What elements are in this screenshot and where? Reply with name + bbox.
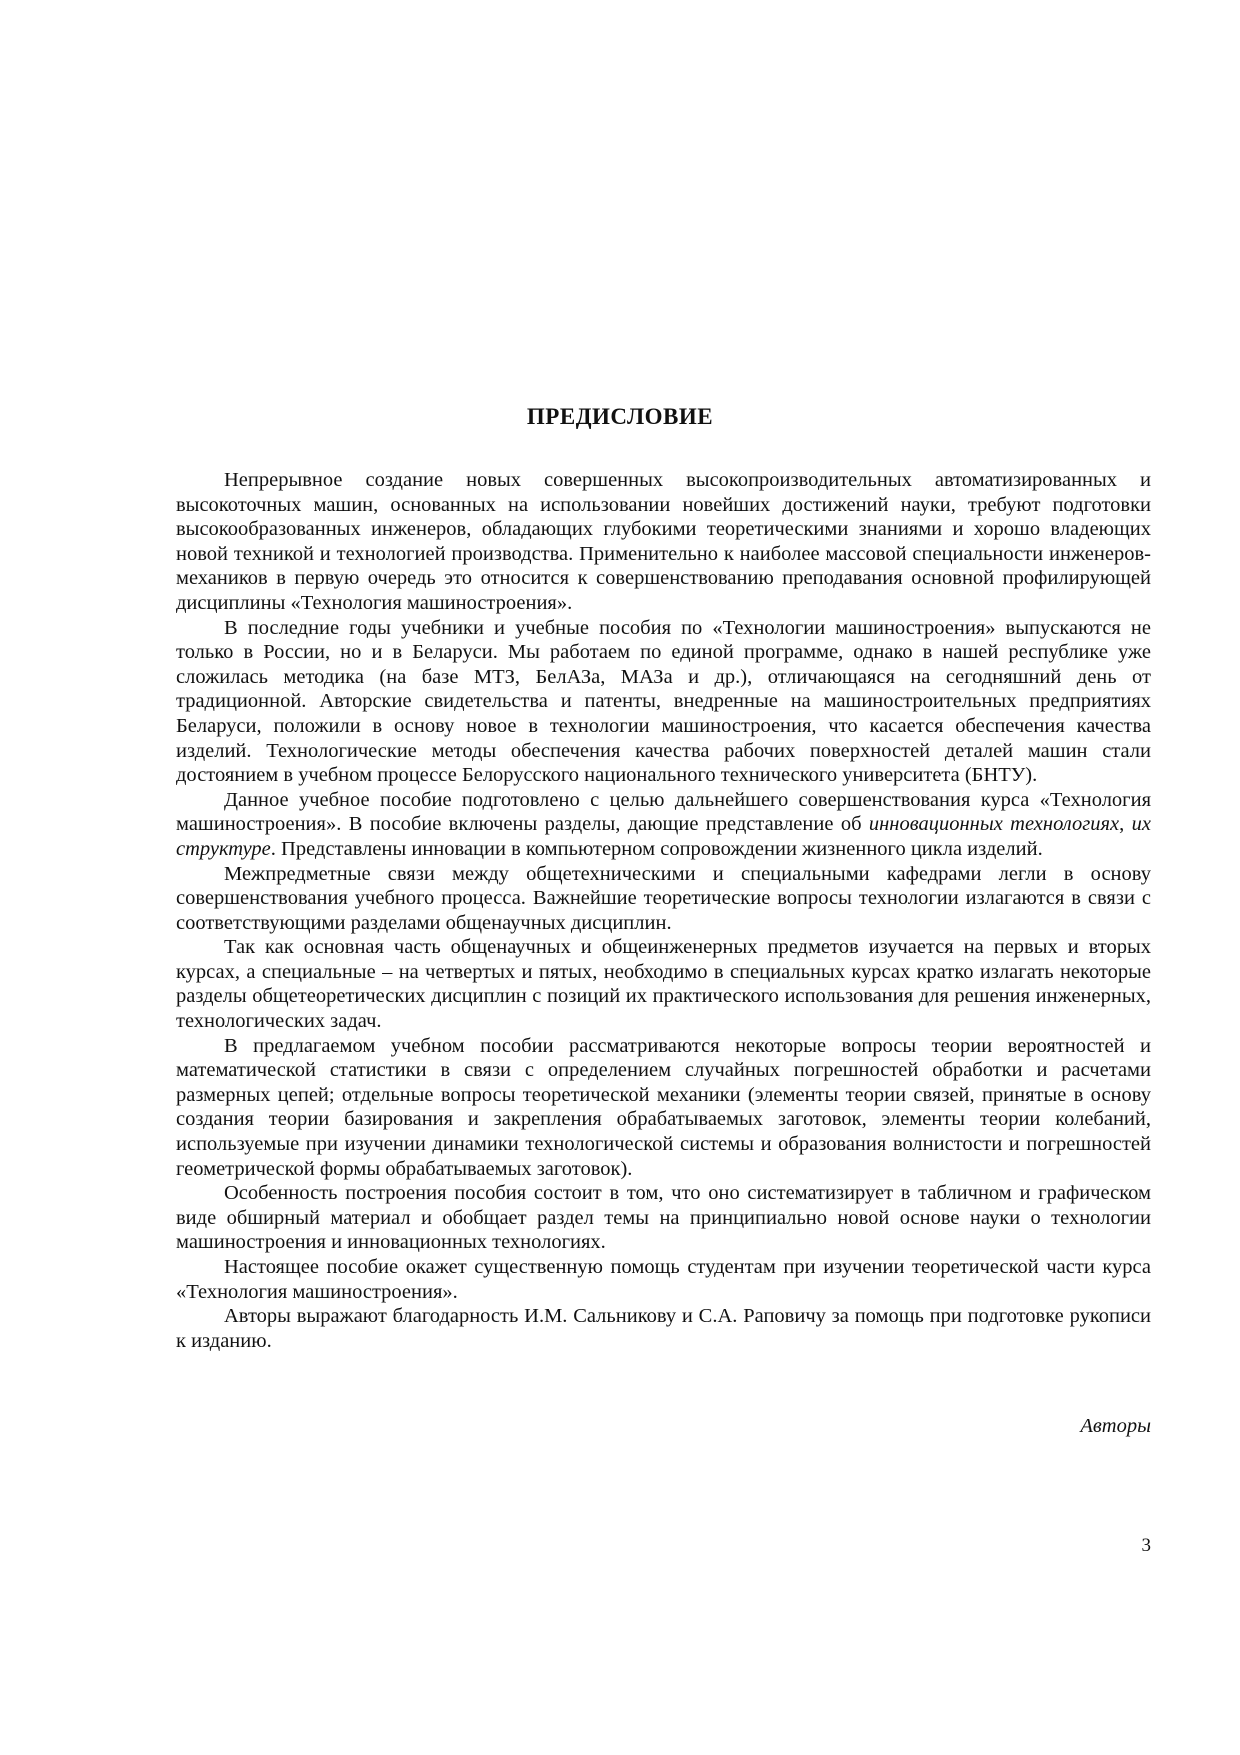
paragraph-3 <box>176 788 1151 862</box>
page-number: 3 <box>1141 1535 1151 1556</box>
paragraph-3-text-after: . Представлены инновации в компьютерном сопровождении жизненного цикла изделий. <box>270 837 1043 860</box>
paragraph-5: Так как основная часть общенаучных и общеинженерных предметов изучается на первых и вторых курсах, а специальные – на четвертых и пятых, необходимо в специальных курсах кратко излагать некоторые разделы общетеоретических дисциплин с позиций их практического использования для решения инженерных, технологических задач. <box>176 936 1151 1033</box>
paragraph-9: Авторы выражают благодарность И.М. Сальникову и С.А. Раповичу за помощь при подготовке рукописи к изданию. <box>176 1305 1151 1352</box>
paragraph-3-italic-innovative-technologies: инновационных технологиях <box>868 813 1120 836</box>
page-title: ПРЕДИСЛОВИЕ <box>526 404 714 429</box>
paragraph-7: Особенность построения пособия состоит в том, что оно систематизирует в табличном и графическом виде обширный материал и обобщает раздел темы на принципиально новой основе науки о технологии машиностроения и инновационных технологиях. <box>176 1182 1151 1254</box>
paragraph-6: В предлагаемом учебном пособии рассматриваются некоторые вопросы теории вероятностей и математической статистики в связи с определением случайных погрешностей обработки и расчетами размерных цепей; отдельные вопросы теоретической механики (элементы теории связей, принятые в основу создания теории базирования и закрепления обрабатываемых заготовок, элементы теории колебаний, используемые при изучении динамики технологической системы и образования волнистости и погрешностей геометрической формы обрабатываемых заготовок). <box>176 1034 1151 1180</box>
preface-body <box>176 468 1151 1353</box>
paragraph-2: В последние годы учебники и учебные пособия по «Технологии машиностроения» выпускаются не только в России, но и в Беларуси. Мы работаем по единой программе, однако в нашей республике уже сложилась методика (на базе МТЗ, БелАЗа, МАЗа и др.), отличающаяся на сегодняшний день от традиционной. Авторские свидетельства и патенты, внедренные на машиностроительных предприятиях Беларуси, положили в основу новое в технологии машиностроения, что касается обеспечения качества изделий. Технологические методы обеспечения качества рабочих поверхностей деталей машин стали достоянием в учебном процессе Белорусского национального технического университета (БНТУ). <box>176 616 1151 787</box>
paragraph-3-text-before: Данное учебное пособие подготовлено с целью дальнейшего совершенствования курса «Технология машиностроения». В пособие включены разделы, дающие представление об <box>176 788 1151 836</box>
paragraph-4: Межпредметные связи между общетехническими и специальными кафедрами легли в основу совершенствования учебного процесса. Важнейшие теоретические вопросы технологии излагаются в связи с соответствующими разделами общенаучных дисциплин. <box>176 862 1151 934</box>
paragraph-8: Настоящее пособие окажет существенную помощь студентам при изучении теоретической части курса «Технология машиностроения». <box>176 1256 1151 1303</box>
paragraph-3-italic-their-structure: их структуре <box>176 813 1151 860</box>
paragraph-1: Непрерывное создание новых совершенных высокопроизводительных автоматизированных и высокоточных машин, основанных на использовании новейших достижений науки, требуют подготовки высокообразованных инженеров, обладающих глубокими теоретическими знаниями и хорошо владеющих новой техникой и технологией производства. Применительно к наиболее массовой специальности инженеров-механиков в первую очередь это относится к совершенствованию преподавания основной профилирующей дисциплины «Технология машиностроения». <box>176 469 1151 614</box>
paragraph-3-text-between: , <box>1119 813 1132 836</box>
signature: Авторы <box>1080 1415 1151 1437</box>
